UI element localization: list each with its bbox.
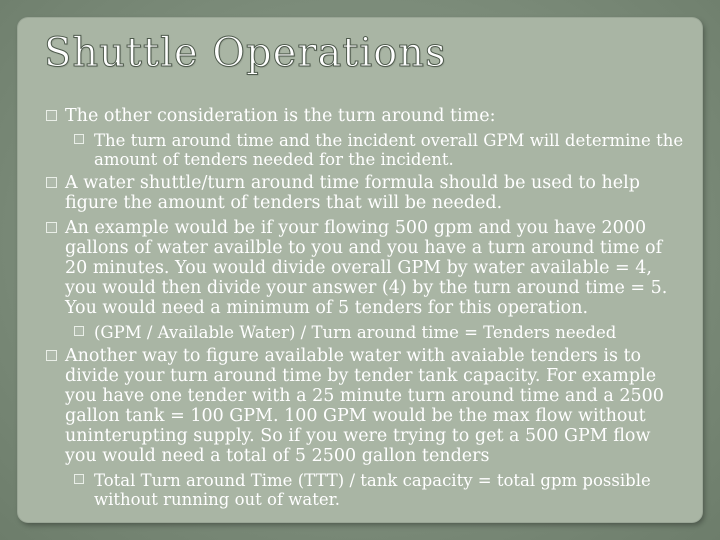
square-bullet-icon — [46, 177, 57, 188]
slide-title: Shuttle Operations — [44, 30, 447, 76]
bullet-item — [44, 173, 684, 213]
bullet-item — [44, 346, 684, 466]
square-bullet-icon — [46, 222, 57, 233]
bullet-text: The other consideration is the turn around time: — [65, 106, 496, 126]
sub-bullet-item — [44, 323, 684, 342]
bullet-text: A water shuttle/turn around time formula should be used to help figure the amount of tenders that will be needed. — [65, 173, 640, 213]
square-bullet-icon — [46, 110, 57, 121]
square-bullet-icon — [46, 350, 57, 361]
bullet-list — [44, 106, 684, 513]
sub-bullet-item — [44, 471, 684, 509]
sub-bullet-item — [44, 131, 684, 169]
bullet-text: (GPM / Available Water) / Turn around time = Tenders needed — [94, 323, 617, 342]
bullet-text: Total Turn around Time (TTT) / tank capacity = total gpm possible without running out of water. — [94, 471, 651, 509]
square-bullet-icon — [74, 134, 84, 144]
bullet-item — [44, 106, 684, 126]
bullet-text: An example would be if your flowing 500 gpm and you have 2000 gallons of water availble to you and you have a turn around time of 20 minutes. You would divide overall GPM by water available = 4, you would then divide your answer (4) by the turn around time = 5. You would need a minimum of 5 tenders for this operation. — [65, 218, 668, 318]
bullet-item — [44, 218, 684, 318]
bullet-text: The turn around time and the incident overall GPM will determine the amount of tenders needed for the incident. — [94, 131, 684, 169]
square-bullet-icon — [74, 474, 84, 484]
bullet-text: Another way to figure available water with avaiable tenders is to divide your turn around time by tender tank capacity. For example you have one tender with a 25 minute turn around time and a 2500 gallon tank = 100 GPM. 100 GPM would be the max flow without uninterupting supply. So if you were trying to get a 500 GPM flow you would need a total of 5 2500 gallon tenders — [65, 346, 664, 466]
square-bullet-icon — [74, 326, 84, 336]
